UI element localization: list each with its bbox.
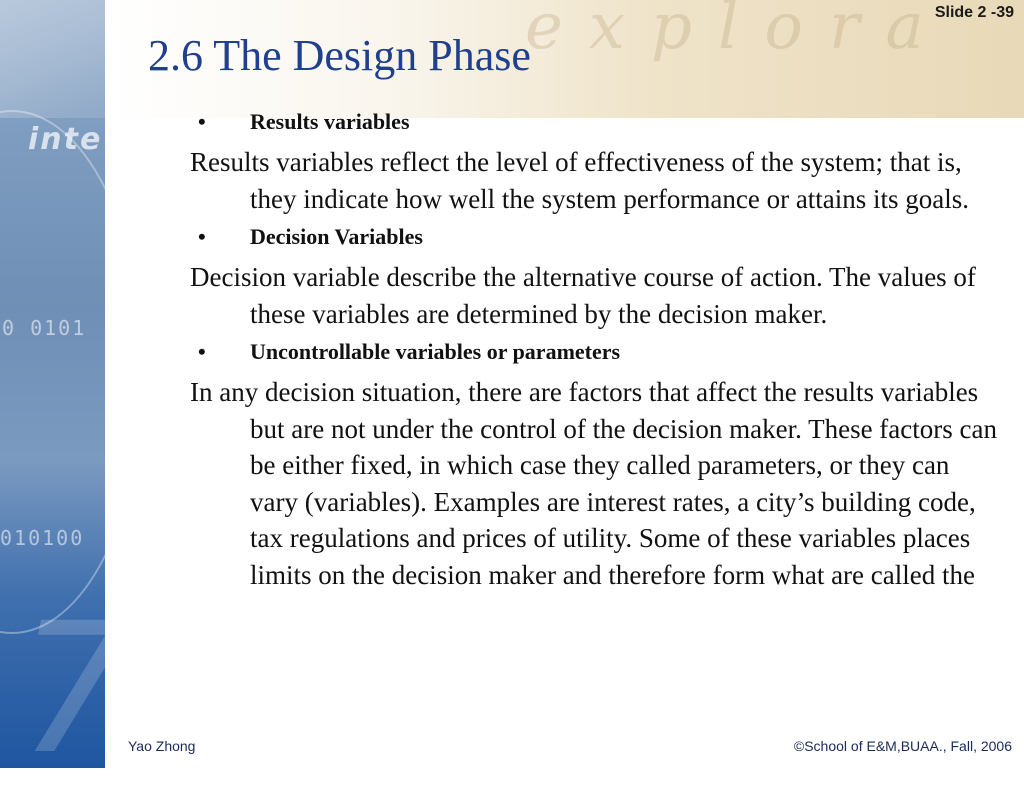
bullet-heading-text: Decision Variables <box>250 224 423 249</box>
section-uncontrollable <box>190 338 1002 593</box>
side-arc <box>0 110 144 634</box>
footer-copyright: ©School of E&M,BUAA., Fall, 2006 <box>793 738 1012 754</box>
bullet-dot: • <box>198 109 206 134</box>
bullet-dot: • <box>198 224 206 249</box>
side-decor-text: inte <box>28 122 103 157</box>
side-panel-top <box>0 0 105 118</box>
side-seven-glyph: 7 <box>18 585 133 794</box>
section-results <box>190 108 1002 217</box>
section-paragraph: Decision variable describe the alternative course of action. The values of these variables are determined by the decision maker. <box>190 262 976 329</box>
bullet-heading-text: Results variables <box>250 109 410 134</box>
bullet-heading <box>190 108 1002 136</box>
bullet-heading <box>190 338 1002 366</box>
slide-number: Slide 2 -39 <box>934 4 1014 21</box>
footer-author: Yao Zhong <box>128 738 196 754</box>
bullet-heading <box>190 223 1002 251</box>
section-decision <box>190 223 1002 332</box>
slide-title: 2.6 The Design Phase <box>148 31 531 80</box>
bullet-heading-text: Uncontrollable variables or parameters <box>250 339 621 364</box>
side-binary-1: 0 0101 <box>2 316 87 340</box>
side-decoration <box>0 0 133 794</box>
bullet-dot: • <box>198 339 206 364</box>
section-paragraph: Results variables reflect the level of effectiveness of the system; that is, they indicate how well the system performance or attains its goals. <box>190 147 970 214</box>
slide-body <box>190 108 1002 599</box>
banner-decor-text: explora <box>525 0 950 64</box>
side-binary-2: 010100 <box>0 526 85 550</box>
section-paragraph: In any decision situation, there are factors that affect the results variables but are not under the control of the decision maker. These factors can be either fixed, in which case they called parameters, or they can vary (variables). Examples are interest rates, a city’s building code, tax regulations and prices of utility. Some of these variables places limits on the decision maker and therefore form what are called the <box>190 377 997 590</box>
